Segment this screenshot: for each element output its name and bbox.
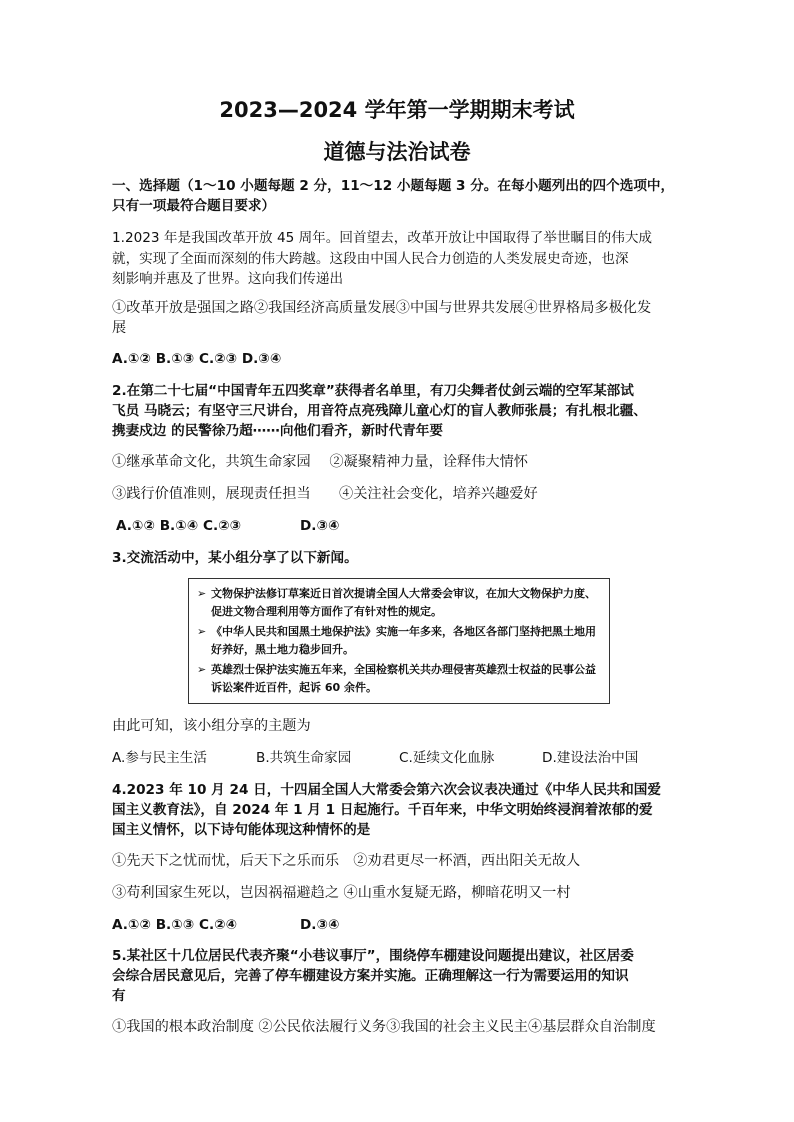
q2-items-line1: ①继承革命文化，共筑生命家园 ②凝聚精神力量，诠释伟大情怀 (112, 454, 528, 470)
q4-items-line1: ①先天下之忧而忧，后天下之乐而乐 ②劝君更尽一杯酒，西出阳关无故人 (112, 853, 581, 869)
q1-items-line1: ①改革开放是强国之路②我国经济高质量发展③中国与世界共发展④世界格局多极化发 (112, 300, 652, 316)
q1-stem-line3: 刻影响并惠及了世界。这向我们传递出 (112, 271, 344, 287)
news-item-3-line2: 诉讼案件近百件，起诉 60 余件。 (211, 681, 377, 694)
news-item-1-line1: ➢ 文物保护法修订草案近日首次提请全国人大常委会审议，在加大文物保护力度、 (197, 587, 596, 600)
q3-option-a: A.参与民主生活 (112, 750, 207, 766)
q5-stem-line1: 5.某社区十几位居民代表齐聚“小巷议事厅”，围绕停车棚建设问题提出建议，社区居委 (112, 948, 634, 964)
q3-option-c: C.延续文化血脉 (399, 750, 495, 766)
section-heading-line1: 一、选择题（1～10 小题每题 2 分，11～12 小题每题 3 分。在每小题列出的四个选项中， (112, 178, 675, 194)
section-heading-line2: 只有一项最符合题目要求） (112, 198, 276, 214)
arrow-bullet-icon: ➢ (197, 663, 207, 676)
q4-stem-line1: 4.2023 年 10 月 24 日，十四届全国人大常委会第六次会议表决通过《中华人民共和国爱 (112, 782, 661, 798)
exam-title: 2023—2024 学年第一学期期末考试 (219, 98, 575, 122)
q2-options-abc: A.①② B.①④ C.②③ (116, 518, 242, 534)
news-item-3-line1: ➢ 英雄烈士保护法实施五年来，全国检察机关共办理侵害英雄烈士权益的民事公益 (197, 663, 596, 676)
arrow-bullet-icon: ➢ (197, 625, 207, 638)
q4-stem-line3: 国主义情怀，以下诗句能体现这种情怀的是 (112, 822, 371, 838)
q3-question: 由此可知，该小组分享的主题为 (112, 718, 311, 734)
exam-subject: 道德与法治试卷 (323, 140, 471, 164)
news-box (188, 578, 610, 704)
news-item-1-line2: 促进文物合理利用等方面作了有针对性的规定。 (211, 605, 442, 618)
news-item-2-line1: ➢ 《中华人民共和国黑土地保护法》实施一年多来，各地区各部门坚持把黑土地用 (197, 625, 596, 638)
q1-stem-line1: 1.2023 年是我国改革开放 45 周年。回首望去，改革开放让中国取得了举世瞩目的伟大成 (112, 230, 653, 246)
q2-stem-line3: 携妻戍边 的民警徐乃超⋯⋯向他们看齐，新时代青年要 (112, 423, 443, 439)
q2-stem-line2: 飞员 马晓云；有坚守三尺讲台，用音符点亮残障儿童心灯的盲人教师张晨；有扎根北疆、 (112, 403, 647, 419)
q4-items-line2: ③苟利国家生死以，岂因祸福避趋之 ④山重水复疑无路，柳暗花明又一村 (112, 885, 571, 901)
q5-stem-line3: 有 (112, 988, 126, 1004)
q3-stem: 3.交流活动中，某小组分享了以下新闻。 (112, 550, 358, 566)
q3-option-d: D.建设法治中国 (542, 750, 639, 766)
q2-option-d: D.③④ (300, 518, 340, 534)
q1-stem-line2: 就，实现了全面而深刻的伟大跨越。这段由中国人民合力创造的人类发展史奇迹，也深 (112, 251, 629, 267)
news-item-2-line2: 好养好，黑土地力稳步回升。 (211, 643, 354, 656)
arrow-bullet-icon: ➢ (197, 587, 207, 600)
q2-stem-line1: 2.在第二十七届“中国青年五四奖章”获得者名单里，有刀尖舞者仗剑云端的空军某部试 (112, 383, 634, 399)
q3-option-b: B.共筑生命家园 (256, 750, 352, 766)
q1-items-line2: 展 (112, 320, 127, 336)
q5-stem-line2: 会综合居民意见后，完善了停车棚建设方案并实施。正确理解这一行为需要运用的知识 (112, 968, 629, 984)
q4-stem-line2: 国主义教育法》，自 2024 年 1 月 1 日起施行。千百年来，中华文明始终浸润着浓郁的爱 (112, 802, 653, 818)
q1-options: A.①② B.①③ C.②③ D.③④ (112, 351, 282, 367)
q4-option-d: D.③④ (300, 917, 340, 933)
q5-items-line1: ①我国的根本政治制度 ②公民依法履行义务③我国的社会主义民主④基层群众自治制度 (112, 1019, 656, 1035)
q2-items-line2: ③践行价值准则，展现责任担当 ④关注社会变化，培养兴趣爱好 (112, 486, 538, 502)
q4-options-abc: A.①② B.①③ C.②④ (112, 917, 238, 933)
